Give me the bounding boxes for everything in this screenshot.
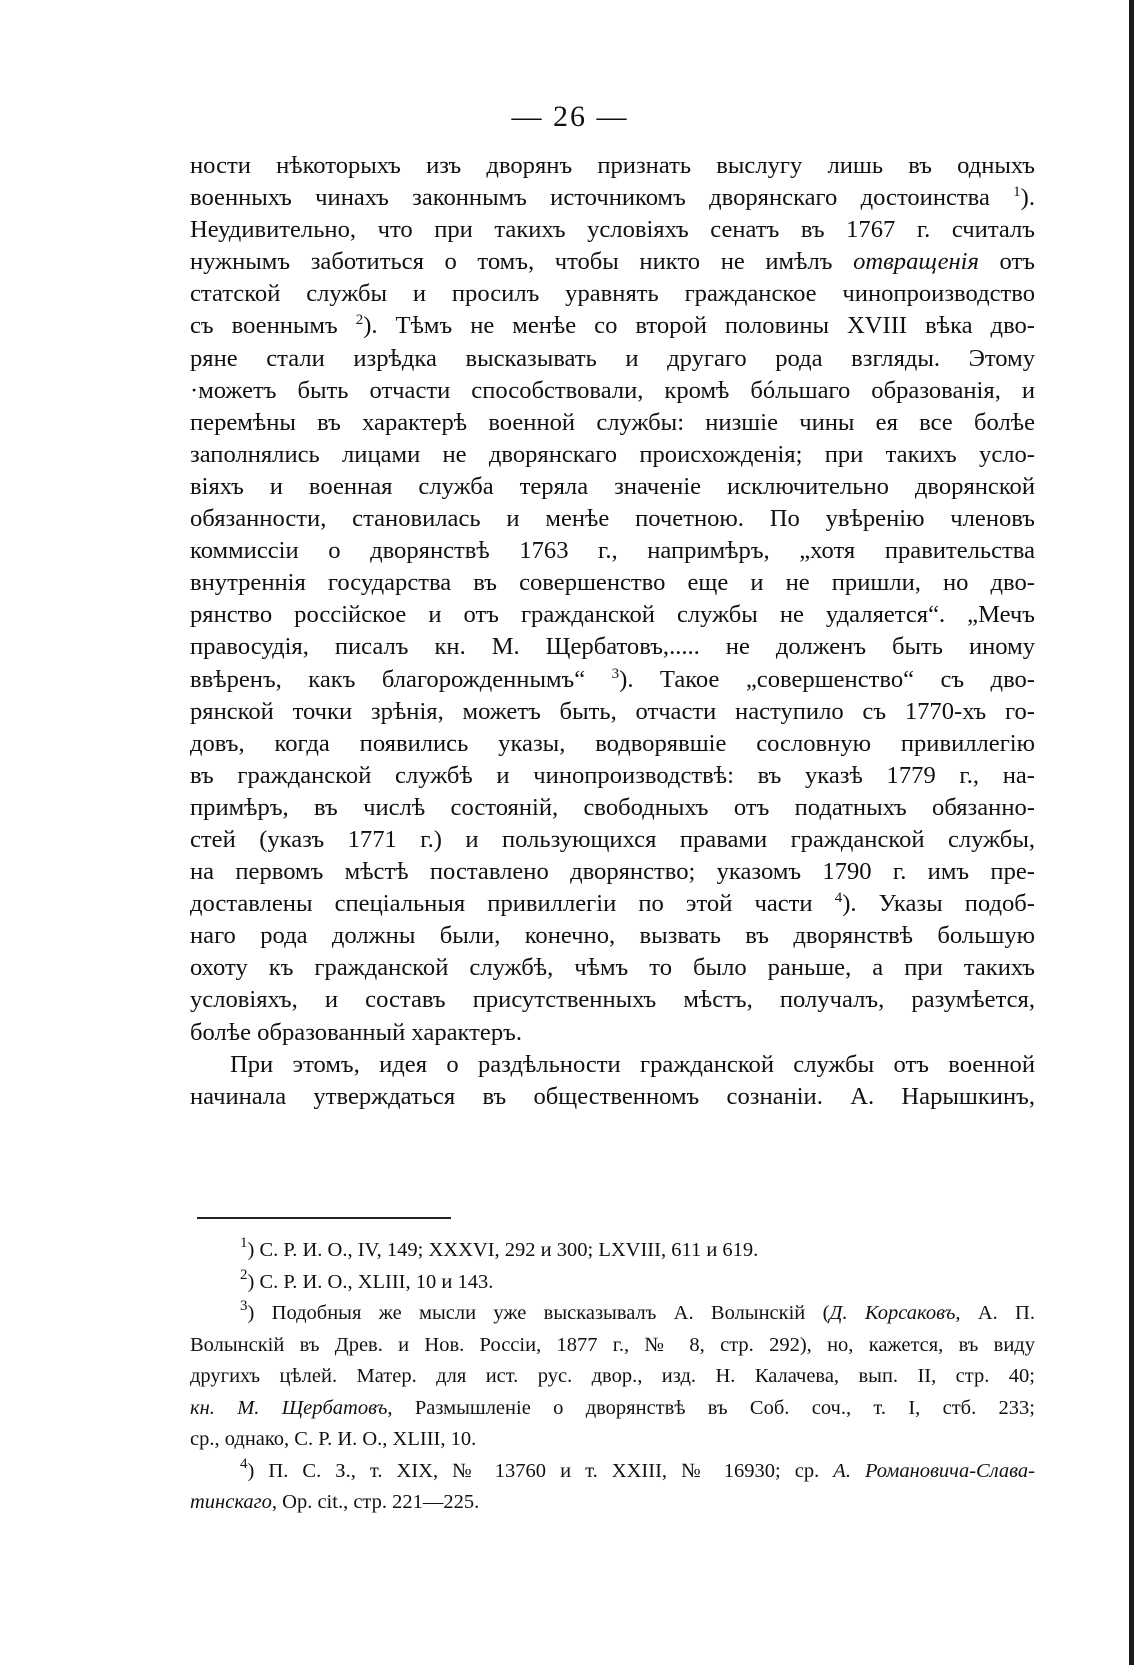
- footnote-1: $^1$) С. Р. И. О., IV, 149; XXXVI, 292 и 300; LXVIII, 611 и 619.: [240, 1235, 759, 1261]
- body-line: перемѣны въ характерѣ военной службы: низшіе чины ея все болѣе: [190, 408, 1035, 436]
- scan-edge-bar: [1129, 0, 1134, 1665]
- body-line: нужнымъ заботиться о томъ, чтобы никто не имѣлъ отвращенія отъ: [190, 248, 1035, 276]
- body-line: на первомъ мѣстѣ поставлено дворянство; указомъ 1790 г. имъ пре-: [190, 858, 1035, 886]
- body-line: статской службы и просилъ уравнять гражданское чинопроизводство: [190, 280, 1035, 308]
- footnote-3-line: другихъ цѣлей. Матер. для ист. рус. двор., изд. Н. Калачева, вып. II, стр. 40;: [190, 1365, 1035, 1387]
- footnote-3-line: ср., однако, С. Р. И. О., XLIII, 10.: [190, 1428, 477, 1450]
- footnote-3: $^3$) Подобныя же мысли уже высказывалъ А. Волынскій (Д. Корсаковъ, А. П.: [240, 1298, 1035, 1324]
- footnotes: [190, 1235, 1035, 1519]
- footnote-2: $^2$) С. Р. И. О., XLIII, 10 и 143.: [240, 1266, 494, 1293]
- body-line: охоту къ гражданской службѣ, чѣмъ то было раньше, а при такихъ: [190, 954, 1035, 982]
- body-line: стей (указъ 1771 г.) и пользующихся правами гражданской службы,: [190, 825, 1035, 853]
- body-line: доставлены спеціальныя привиллегіи по этой части $^4$). Указы подоб-: [190, 890, 1035, 918]
- footnote-ref[interactable]: 1: [1013, 184, 1021, 201]
- body-line: наго рода должны были, конечно, вызвать въ дворянствѣ большую: [190, 922, 1035, 950]
- footnote-4: $^4$) П. С. З., т. XIX, № 13760 и т. XXIII, № 16930; ср. А. Романовича-Слава-: [240, 1455, 1035, 1482]
- body-line: правосудія, писалъ кн. М. Щербатовъ,..... не долженъ быть иному: [190, 633, 1035, 661]
- body-line: Неудивительно, что при такихъ условіяхъ сенатъ въ 1767 г. считалъ: [190, 216, 1035, 244]
- body-line: довъ, когда появились указы, водворявшіе сословную привиллегію: [190, 729, 1035, 757]
- body-line: ввѣренъ, какъ благорожденнымъ“ $^3$). Такое „совершенство“ съ дво-: [190, 665, 1035, 693]
- body-line: начинала утверждаться въ общественномъ сознаніи. А. Нарышкинъ,: [190, 1082, 1035, 1110]
- footnote-3-line: кн. М. Щербатовъ, Размышленіе о дворянствѣ въ Соб. соч., т. I, стб. 233;: [190, 1396, 1035, 1419]
- body-line: ряне стали изрѣдка высказывать и другаго рода взгляды. Этому: [190, 344, 1035, 372]
- body-line: съ военнымъ $^2$). Тѣмъ не менѣе со второй половины XVIII вѣка дво-: [190, 312, 1036, 340]
- body-line: военныхъ чинахъ законнымъ источникомъ дворянскаго достоинства $^1$).: [190, 184, 1035, 212]
- body-line: болѣе образованный характеръ.: [190, 1018, 522, 1046]
- footnote-ref[interactable]: 4: [834, 890, 843, 907]
- body-line: коммиссіи о дворянствѣ 1763 г., напримѣръ, „хотя правительства: [190, 537, 1035, 565]
- footnote-ref[interactable]: 3: [611, 665, 620, 682]
- footnote-ref[interactable]: 2: [355, 312, 364, 329]
- page-number: — 26 —: [511, 100, 629, 133]
- body-line: заполнялись лицами не дворянскаго происхожденія; при такихъ усло-: [190, 440, 1035, 468]
- body-line: внутреннія государства въ совершенство еще и не пришли, но дво-: [190, 569, 1035, 597]
- footnote-3-line: Волынскій въ Древ. и Нов. Россіи, 1877 г., № 8, стр. 292), но, кажется, въ виду: [190, 1333, 1035, 1356]
- footnote-4-line: тинскаго, Op. cit., стр. 221—225.: [190, 1491, 480, 1513]
- body-line: рянство россійское и отъ гражданской службы не удаляется“. „Мечъ: [190, 601, 1035, 629]
- body-line: рянской точки зрѣнія, можетъ быть, отчасти наступило съ 1770-хъ го-: [190, 697, 1035, 725]
- body-text: [190, 150, 1035, 1113]
- body-line: условіяхъ, и составъ присутственныхъ мѣстъ, получалъ, разумѣется,: [190, 986, 1035, 1014]
- body-line: віяхъ и военная служба теряла значеніе исключительно дворянской: [190, 472, 1035, 500]
- body-line: ·можетъ быть отчасти способствовали, кромѣ бóльшаго образованія, и: [190, 376, 1035, 404]
- body-line: ности нѣкоторыхъ изъ дворянъ признать выслугу лишь въ одныхъ: [190, 152, 1035, 179]
- body-line: примѣръ, въ числѣ состояній, свободныхъ отъ податныхъ обязанно-: [190, 793, 1035, 821]
- body-line: въ гражданской службѣ и чинопроизводствѣ: въ указѣ 1779 г., на-: [190, 761, 1035, 789]
- footnote-separator: [197, 1217, 451, 1219]
- body-line: При этомъ, идея о раздѣльности гражданской службы отъ военной: [230, 1050, 1035, 1078]
- body-line: обязанности, становилась и менѣе почетною. По увѣренію членовъ: [190, 505, 1035, 533]
- italic-word: отвращенія: [853, 248, 979, 276]
